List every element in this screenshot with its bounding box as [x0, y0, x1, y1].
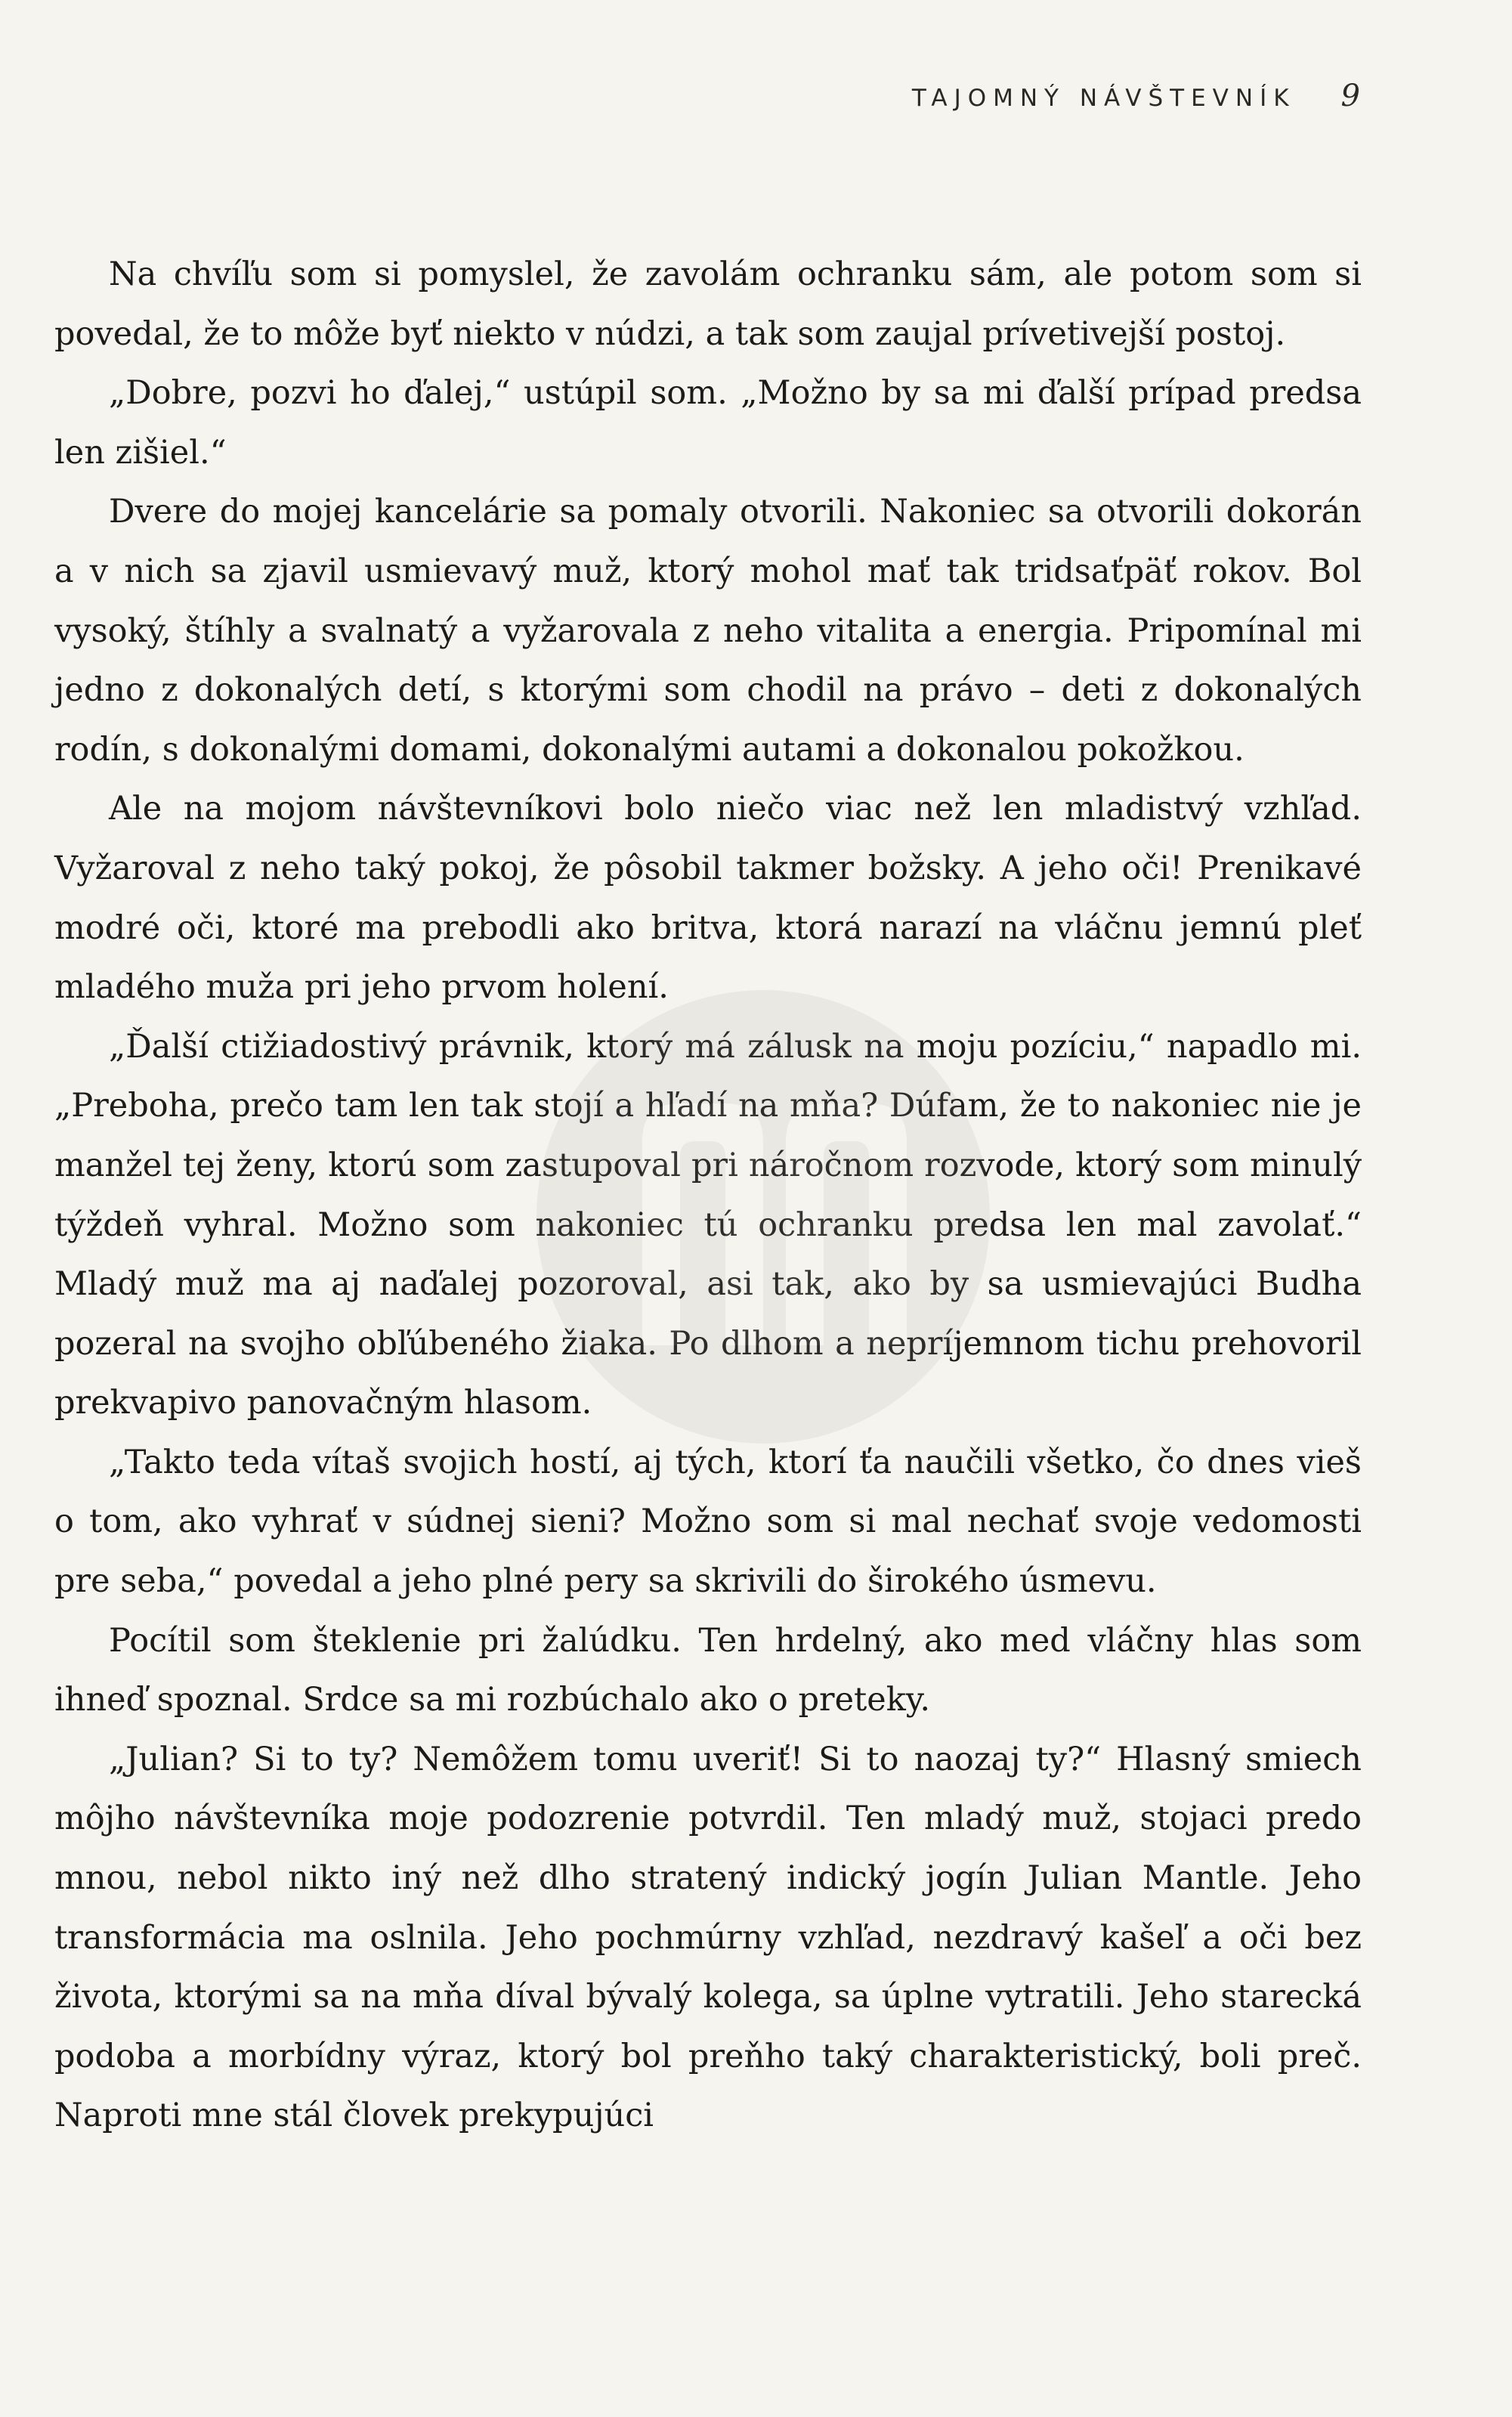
- paragraph-5: „Ďalší ctižiadostivý právnik, ktorý má zálusk na moju pozíciu,“ napadlo mi. „Preboha, prečo tam len tak stojí a hľadí na mňa? Dúfam, že to nakoniec nie je manžel tej ženy, ktorú som zastupoval pri náročnom rozvode, ktorý som minulý týždeň vyhral. Možno som nakoniec tú ochranku predsa len mal zavolať.“ Mladý muž ma aj naďalej pozoroval, asi tak, ako by sa usmievajúci Budha pozeral na svojho obľúbeného žiaka. Po dlhom a nepríjemnom tichu prehovoril prekvapivo panovačným hlasom.: [54, 1027, 1362, 1422]
- paragraph-3: Dvere do mojej kancelárie sa pomaly otvorili. Nakoniec sa otvorili dokorán a v nich sa zjavil usmievavý muž, ktorý mohol mať tak tridsaťpäť rokov. Bol vysoký, štíhly a svalnatý a vyžarovala z neho vitalita a energia. Pripomínal mi jedno z dokonalých detí, s ktorými som chodil na právo – deti z dokonalých rodín, s dokonalými domami, dokonalými autami a dokonalou pokožkou.: [54, 493, 1362, 769]
- paragraph-8: „Julian? Si to ty? Nemôžem tomu uveriť! Si to naozaj ty?“ Hlasný smiech môjho návštevníka moje podozrenie potvrdil. Ten mladý muž, stojaci predo mnou, nebol nikto iný než dlho stratený indický jogín Julian Mantle. Jeho transformácia ma oslnila. Jeho pochmúrny vzhľad, nezdravý kašeľ a oči bez života, ktorými sa na mňa díval bývalý kolega, sa úplne vytratili. Jeho starecká podoba a morbídny výraz, ktorý bol preňho taký charakteristický, boli preč. Naproti mne stál človek prekypujúci: [54, 1740, 1362, 2135]
- paragraph-2: „Dobre, pozvi ho ďalej,“ ustúpil som. „Možno by sa mi ďalší prípad predsa len zišiel.“: [54, 374, 1362, 472]
- paragraph-6: „Takto teda vítaš svojich hostí, aj tých, ktorí ťa naučili všetko, čo dnes vieš o tom, ako vyhrať v súdnej sieni? Možno som si mal nechať svoje vedomosti pre seba,“ povedal a jeho plné pery sa skrivili do širokého úsmevu.: [54, 1443, 1362, 1601]
- chapter-title: TAJOMNÝ NÁVŠTEVNÍK: [911, 85, 1296, 112]
- paragraph-7: Pocítil som šteklenie pri žalúdku. Ten hrdelný, ako med vláčny hlas som ihneď spoznal. Srdce sa mi rozbúchalo ako o preteky.: [54, 1621, 1362, 1719]
- body-text: [54, 245, 1362, 2146]
- running-header: [831, 79, 1360, 113]
- paragraph-1: Na chvíľu som si pomyslel, že zavolám ochranku sám, ale potom som si povedal, že to môže byť niekto v núdzi, a tak som zaujal prívetivejší postoj.: [54, 255, 1362, 353]
- page-number: 9: [1340, 79, 1360, 113]
- paragraph-4: Ale na mojom návštevníkovi bolo niečo viac než len mladistvý vzhľad. Vyžaroval z neho taký pokoj, že pôsobil takmer božsky. A jeho oči! Prenikavé modré oči, ktoré ma prebodli ako britva, ktorá narazí na vláčnu jemnú pleť mladého muža pri jeho prvom holení.: [54, 790, 1362, 1007]
